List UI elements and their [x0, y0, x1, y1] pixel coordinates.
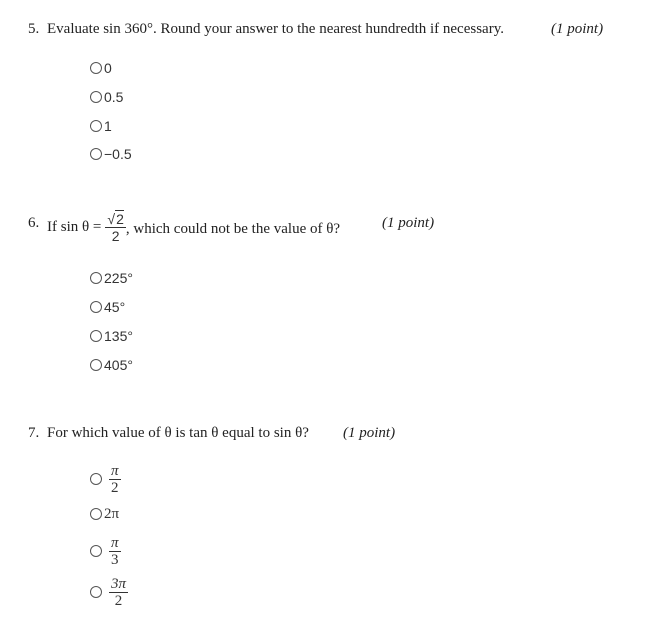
answer-option[interactable]: [90, 459, 121, 499]
question-prefix: If sin θ =: [47, 219, 102, 235]
fraction-denominator: 3: [111, 551, 119, 568]
question-text: [47, 211, 340, 244]
answer-option[interactable]: [90, 505, 119, 523]
question-suffix: , which could not be the value of θ?: [125, 221, 341, 237]
question-text: For which value of θ is tan θ equal to sin θ?: [47, 425, 309, 441]
fraction: [109, 576, 128, 609]
answer-option[interactable]: [90, 356, 133, 374]
question-number: 5.: [28, 21, 40, 37]
sqrt-symbol: √: [107, 211, 116, 227]
fraction: [105, 211, 125, 244]
radio-button[interactable]: [90, 508, 102, 520]
fraction-numerator: π: [111, 462, 119, 479]
answer-option[interactable]: [90, 327, 133, 345]
radio-button[interactable]: [90, 330, 102, 342]
option-label: 45°: [104, 299, 126, 315]
radio-button[interactable]: [90, 301, 102, 313]
answer-option[interactable]: [90, 531, 121, 571]
question-number: 6.: [28, 215, 40, 231]
points-label: (1 point): [551, 21, 604, 37]
answer-option[interactable]: [90, 269, 133, 287]
option-label: 405°: [104, 357, 133, 373]
radio-button[interactable]: [90, 120, 102, 132]
option-label: −0.5: [104, 146, 132, 162]
option-label: 225°: [104, 270, 133, 286]
answer-option[interactable]: [90, 572, 128, 612]
points-label: (1 point): [382, 215, 435, 231]
fraction: [109, 535, 121, 568]
question-number: 7.: [28, 425, 40, 441]
option-label: 1: [104, 118, 112, 134]
radio-button[interactable]: [90, 586, 102, 598]
fraction-denominator: 2: [114, 592, 123, 609]
radio-button[interactable]: [90, 91, 102, 103]
answer-option[interactable]: [90, 59, 112, 77]
option-label: 135°: [104, 328, 133, 344]
fraction-denominator: 2: [111, 479, 119, 496]
answer-option[interactable]: [90, 298, 125, 316]
fraction-numerator: 3π: [111, 575, 127, 592]
radicand: 2: [116, 211, 124, 227]
question-text: Evaluate sin 360°. Round your answer to the nearest hundredth if necessary.: [47, 21, 504, 37]
points-label: (1 point): [343, 425, 396, 441]
option-label: 0: [104, 60, 112, 76]
radio-button[interactable]: [90, 473, 102, 485]
answer-option[interactable]: [90, 117, 112, 135]
radio-button[interactable]: [90, 272, 102, 284]
radio-button[interactable]: [90, 62, 102, 74]
answer-option[interactable]: [90, 88, 123, 106]
option-label: 2π: [104, 505, 120, 522]
fraction-denominator: 2: [111, 228, 120, 244]
fraction-numerator: [105, 211, 125, 228]
radio-button[interactable]: [90, 148, 102, 160]
option-label: 0.5: [104, 89, 124, 105]
answer-option[interactable]: [90, 145, 132, 163]
fraction: [109, 463, 121, 496]
radio-button[interactable]: [90, 545, 102, 557]
fraction-numerator: π: [111, 534, 119, 551]
radio-button[interactable]: [90, 359, 102, 371]
